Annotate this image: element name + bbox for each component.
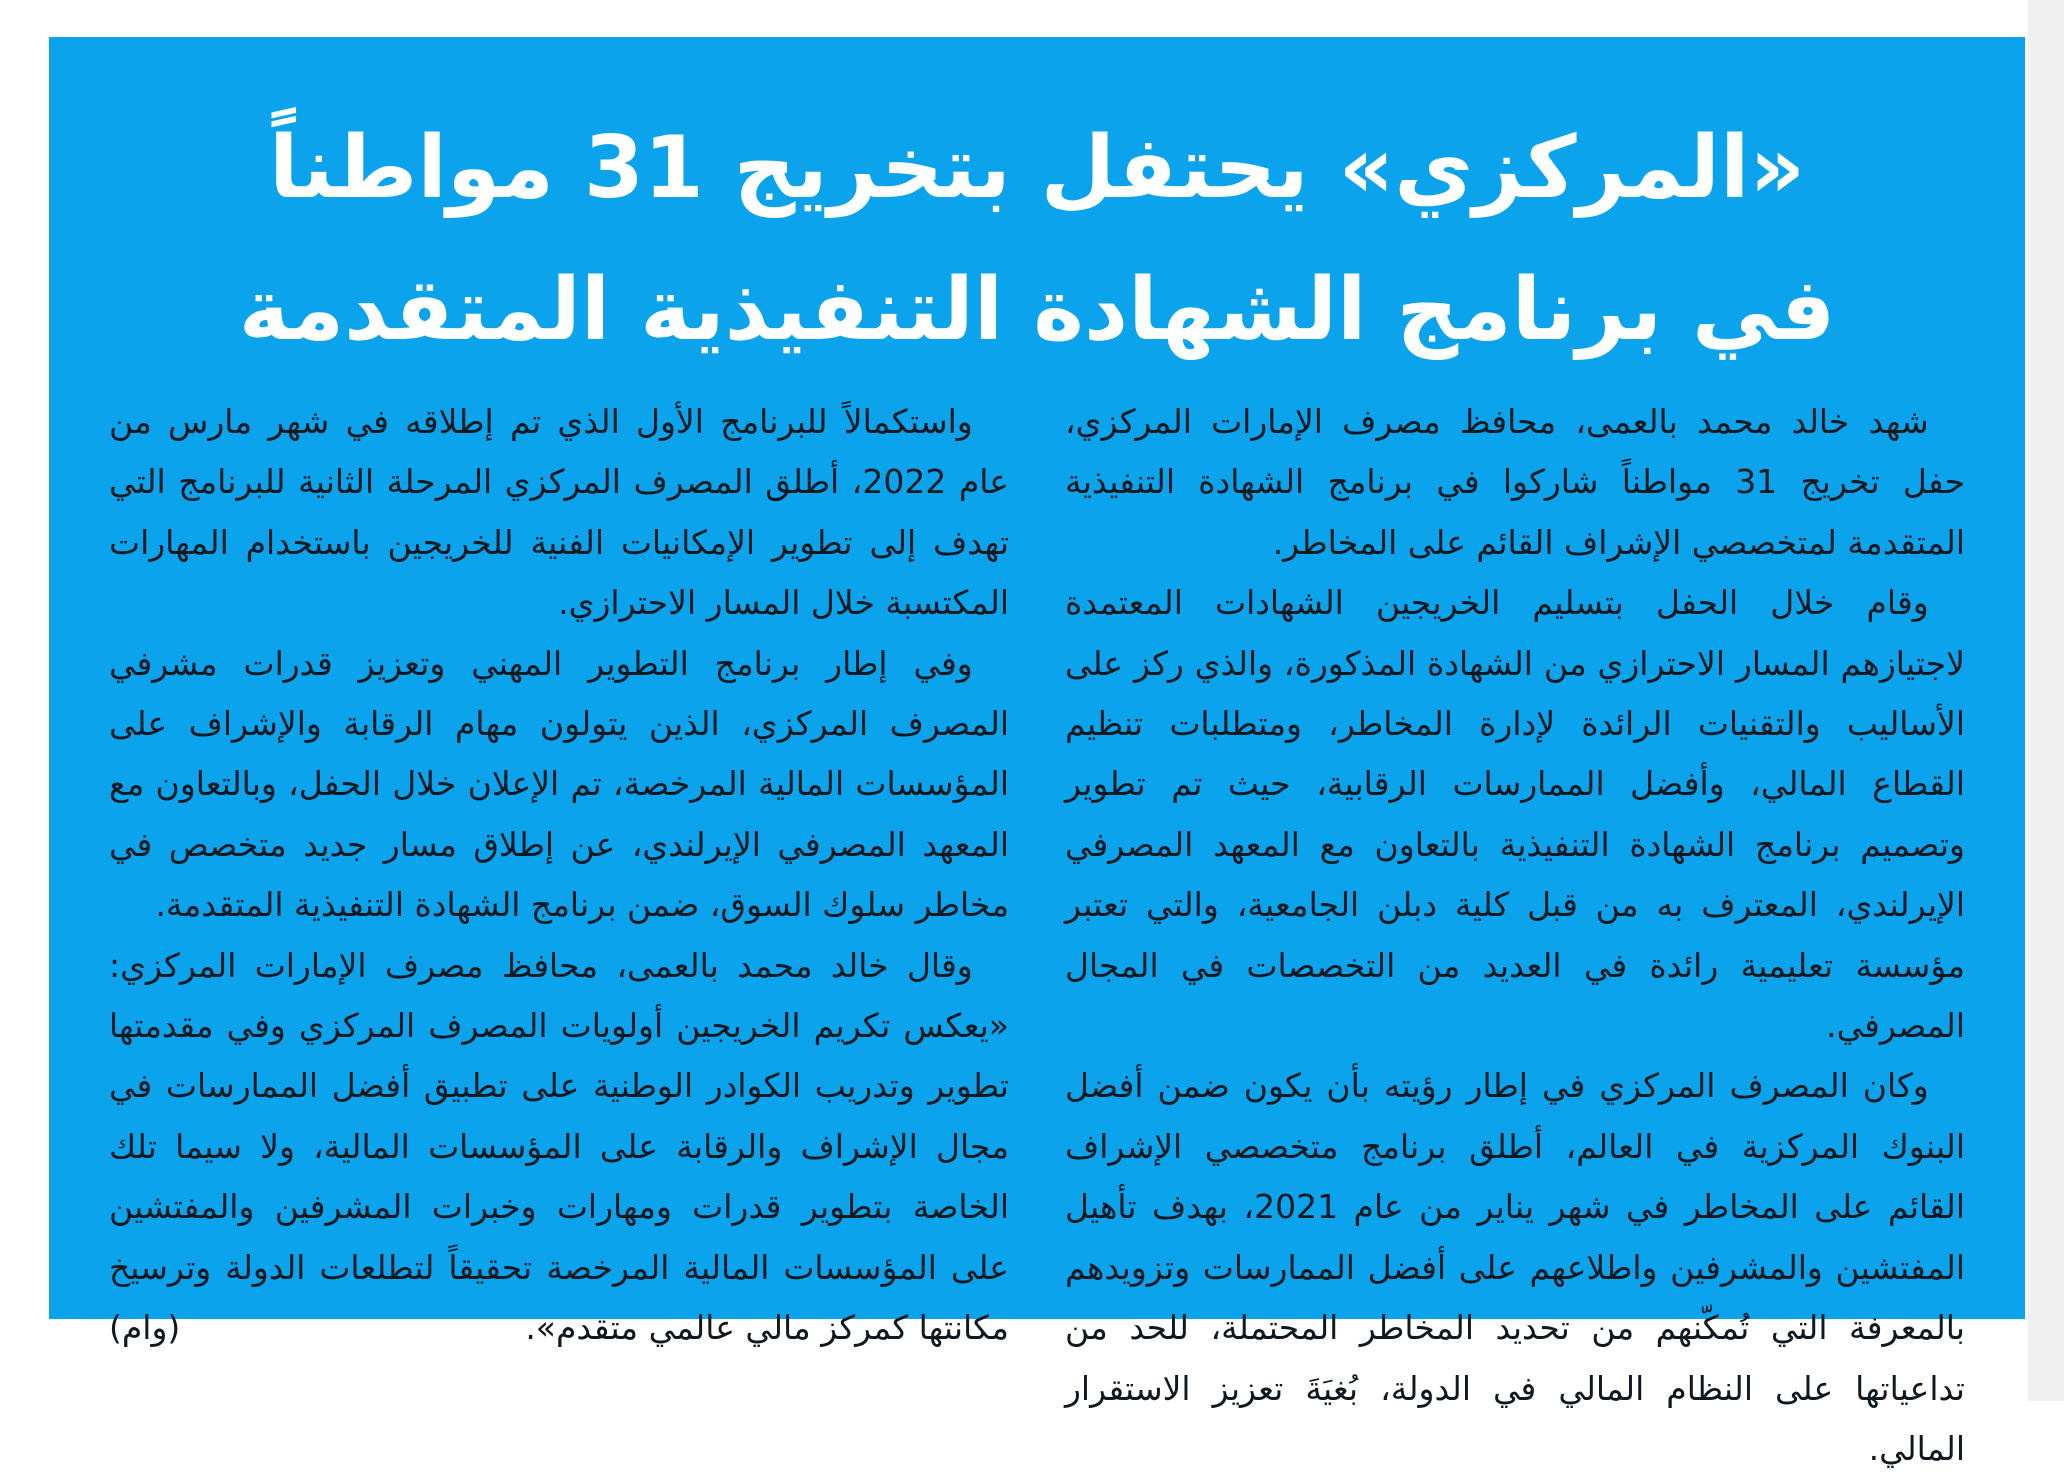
news-source: (وام) [109,1308,181,1348]
headline-line-2: في برنامج الشهادة التنفيذية المتقدمة [238,260,1836,360]
paragraph: واستكمالاً للبرنامج الأول الذي تم إطلاقه في شهر مارس من عام 2022، أطلق المصرف المركزي المرحلة الثانية للبرنامج التي تهدف إلى تطوير الإمكانيات الفنية للخريجين باستخدام المهارات المكتسبة خلال المسار الاحترازي. [109,402,1009,623]
headline-line-1: «المركزي» يحتفل بتخريج 31 مواطناً [268,118,1806,218]
paragraph: وكان المصرف المركزي في إطار رؤيته بأن يكون ضمن أفضل البنوك المركزية في العالم، أطلق برنامج متخصصي الإشراف القائم على المخاطر في شهر يناير من عام 2021، بهدف تأهيل المفتشين والمشرفين واطلاعهم على أفضل الممارسات وتزويدهم بالمعرفة التي تُمكّنهم من تحديد المخاطر المحتملة، للحد من تداعياتها على النظام المالي في الدولة، بُغيَةَ تعزيز الاستقرار المالي. [1065,1066,1966,1468]
page-edge [2028,0,2064,1401]
article-panel [49,37,2025,1468]
article-column-left [109,392,1009,1359]
article-column-right [1065,392,1965,1479]
paragraph: شهد خالد محمد بالعمى، محافظ مصرف الإمارات المركزي، حفل تخريج 31 مواطناً شاركوا في برنامج الشهادة التنفيذية المتقدمة لمتخصصي الإشراف القائم على المخاطر. [1065,402,1966,562]
paragraph: وفي إطار برنامج التطوير المهني وتعزيز قدرات مشرفي المصرف المركزي، الذين يتولون مهام الرقابة والإشراف على المؤسسات المالية المرخصة، تم الإعلان خلال الحفل، وبالتعاون مع المعهد المصرفي الإيرلندي، عن إطلاق مسار جديد متخصص في مخاطر سلوك السوق، ضمن برنامج الشهادة التنفيذية المتقدمة. [109,643,1009,925]
paragraph: وقال خالد محمد بالعمى، محافظ مصرف الإمارات المركزي: «يعكس تكريم الخريجين أولويات المصرف المركزي وفي مقدمتها تطوير وتدريب الكوادر الوطنية على تطبيق أفضل الممارسات في مجال الإشراف والرقابة على المؤسسات المالية، ولا سيما تلك الخاصة بتطوير قدرات ومهارات وخبرات المشرفين والمفتشين على المؤسسات المالية المرخصة تحقيقاً لتطلعات الدولة وترسيخ مكانتها كمركز مالي عالمي متقدم». [109,945,1009,1348]
paragraph: وقام خلال الحفل بتسليم الخريجين الشهادات المعتمدة لاجتيازهم المسار الاحترازي من الشهادة المذكورة، والذي ركز على الأساليب والتقنيات الرائدة لإدارة المخاطر، ومتطلبات تنظيم القطاع المالي، وأفضل الممارسات الرقابية، حيث تم تطوير وتصميم برنامج الشهادة التنفيذية بالتعاون مع المعهد المصرفي الإيرلندي، المعترف به من قبل كلية دبلن الجامعية، والتي تعتبر مؤسسة تعليمية رائدة في العديد من التخصصات في المجال المصرفي. [1065,583,1965,1046]
headline [49,97,2025,381]
